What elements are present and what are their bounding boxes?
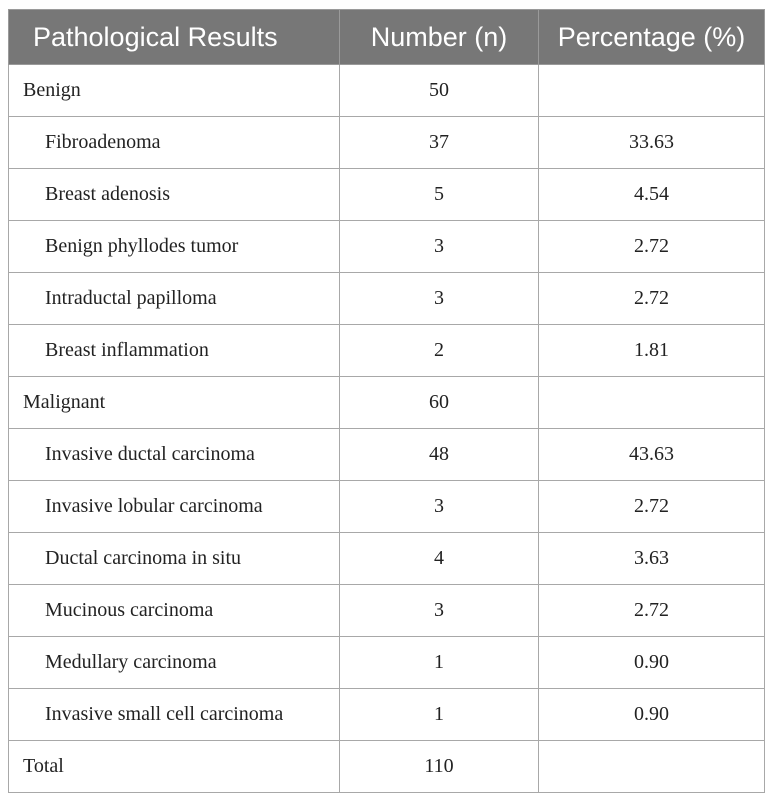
row-number: 3 xyxy=(340,273,539,325)
header-pathological-results: Pathological Results xyxy=(9,10,340,65)
pathology-results-table xyxy=(8,9,765,793)
row-percentage: 0.90 xyxy=(539,689,765,741)
row-number: 4 xyxy=(340,533,539,585)
table-row xyxy=(9,533,765,585)
row-number: 2 xyxy=(340,325,539,377)
row-percentage xyxy=(539,377,765,429)
row-percentage xyxy=(539,65,765,117)
row-percentage xyxy=(539,741,765,793)
row-percentage: 2.72 xyxy=(539,273,765,325)
row-number: 50 xyxy=(340,65,539,117)
row-percentage: 33.63 xyxy=(539,117,765,169)
row-percentage: 2.72 xyxy=(539,221,765,273)
row-label: Invasive small cell carcinoma xyxy=(9,689,340,741)
row-number: 3 xyxy=(340,221,539,273)
row-label: Breast adenosis xyxy=(9,169,340,221)
table-row xyxy=(9,377,765,429)
row-percentage: 1.81 xyxy=(539,325,765,377)
row-label: Invasive ductal carcinoma xyxy=(9,429,340,481)
header-percentage: Percentage (%) xyxy=(539,10,765,65)
header-number: Number (n) xyxy=(340,10,539,65)
row-label: Invasive lobular carcinoma xyxy=(9,481,340,533)
table-row xyxy=(9,273,765,325)
table-body xyxy=(9,65,765,793)
row-number: 3 xyxy=(340,481,539,533)
row-label: Fibroadenoma xyxy=(9,117,340,169)
table-container xyxy=(8,9,764,793)
row-label: Mucinous carcinoma xyxy=(9,585,340,637)
table-row xyxy=(9,585,765,637)
row-label: Benign phyllodes tumor xyxy=(9,221,340,273)
row-number: 3 xyxy=(340,585,539,637)
table-row xyxy=(9,637,765,689)
row-percentage: 4.54 xyxy=(539,169,765,221)
table-row xyxy=(9,481,765,533)
table-row xyxy=(9,65,765,117)
row-label: Malignant xyxy=(9,377,340,429)
row-label: Breast inflammation xyxy=(9,325,340,377)
row-number: 60 xyxy=(340,377,539,429)
row-label: Intraductal papilloma xyxy=(9,273,340,325)
row-label: Benign xyxy=(9,65,340,117)
row-percentage: 2.72 xyxy=(539,481,765,533)
row-number: 1 xyxy=(340,637,539,689)
table-row xyxy=(9,325,765,377)
header-row xyxy=(9,10,765,65)
row-number: 5 xyxy=(340,169,539,221)
row-number: 1 xyxy=(340,689,539,741)
row-number: 37 xyxy=(340,117,539,169)
row-label: Ductal carcinoma in situ xyxy=(9,533,340,585)
row-percentage: 2.72 xyxy=(539,585,765,637)
table-row xyxy=(9,741,765,793)
row-label: Medullary carcinoma xyxy=(9,637,340,689)
table-row xyxy=(9,221,765,273)
table-row xyxy=(9,169,765,221)
row-number: 110 xyxy=(340,741,539,793)
row-percentage: 43.63 xyxy=(539,429,765,481)
row-percentage: 3.63 xyxy=(539,533,765,585)
row-label: Total xyxy=(9,741,340,793)
table-row xyxy=(9,689,765,741)
table-row xyxy=(9,117,765,169)
row-number: 48 xyxy=(340,429,539,481)
row-percentage: 0.90 xyxy=(539,637,765,689)
table-row xyxy=(9,429,765,481)
